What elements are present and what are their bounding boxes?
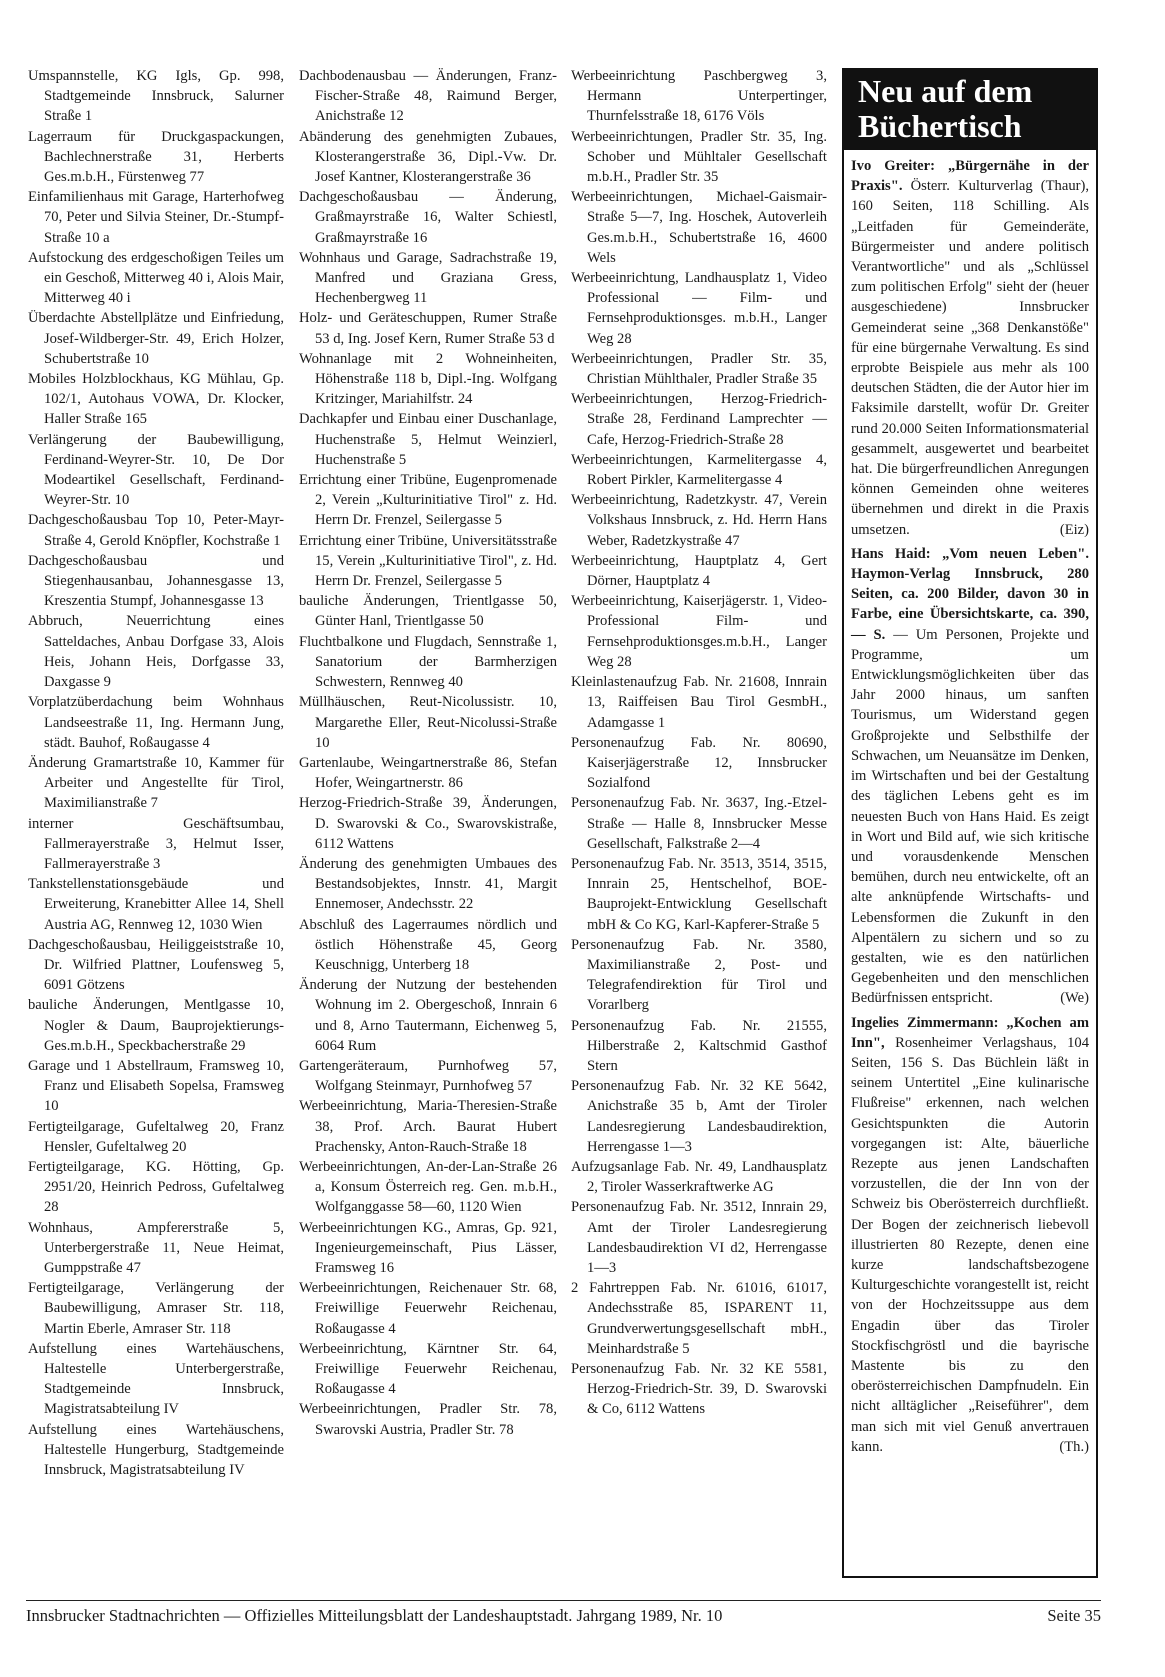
building-permit-entry: Dachgeschoßausbau, Heiliggeiststraße 10, Dr. Wilfried Plattner, Loufensweg 5, 6091 Götzens <box>28 936 284 994</box>
book-review-text: Rosenheimer Verlagshaus, 104 Seiten, 156 S. Das Büchlein läßt in seinem Untertitel „Eine kulinarische Flußreise" erkennen, nach welchen Gesichtspunkten die Autorin vorgegangen ist: Alte, bäuerliche Rezepte aus jenen Landschaften vorzustellen, die der Inn von der Schweiz bis Oberösterreich durchfließt. Der Bogen der zeichnerisch liebevoll illustrierten 80 Rezepte, denen eine kurze landschaftsbezogene Kulturgeschichte vorangestellt ist, reicht von der Hochzeitssuppe aus dem Engadin über das Tiroler Stockfischgröstl und die bayrische Mastente bis zu den oberösterreichischen Dampfnudeln. Ein nicht alltäglicher „Reiseführer", dem man sich mit viel Genuß anvertrauen kann. <box>851 1034 1089 1455</box>
book-review-heading: Ivo Greiter: „Bürgernähe in der Praxis". <box>851 158 1089 195</box>
building-permit-entry: Überdachte Abstellplätze und Einfriedung, Josef-Wildberger-Str. 49, Erich Holzer, Schubertstraße 10 <box>28 310 284 367</box>
building-permit-entry: Änderung der Nutzung der bestehenden Wohnung im 2. Obergeschoß, Innrain 6 und 8, Arno Tautermann, Eichenweg 5, 6064 Rum <box>299 977 557 1054</box>
book-review-title-line-2: Büchertisch <box>858 108 1022 144</box>
building-permit-entry: Aufstellung eines Wartehäuschens, Haltestelle Hungerburg, Stadtgemeinde Innsbruck, Magistratsabteilung IV <box>28 1421 284 1479</box>
building-permit-entry: Werbeeinrichtung, Radetzkystr. 47, Verein Volkshaus Innsbruck, z. Hd. Herrn Hans Weber, Radetzkystraße 47 <box>571 492 827 549</box>
building-permit-entry: Dachgeschoßausbau Top 10, Peter-Mayr-Straße 4, Gerold Knöpfler, Kochstraße 1 <box>28 512 284 549</box>
building-permit-entry: Dachkapfer und Einbau einer Duschanlage, Huchenstraße 5, Helmut Weinzierl, Huchenstraße 5 <box>299 411 557 468</box>
building-permit-entry: Mobiles Holzblockhaus, KG Mühlau, Gp. 102/1, Autohaus VOWA, Dr. Klocker, Haller Straße 165 <box>28 371 284 428</box>
building-permit-entry: Fertigteilgarage, Verlängerung der Baubewilligung, Amraser Str. 118, Martin Eberle, Amraser Str. 118 <box>28 1280 284 1337</box>
book-review-text: — Um Personen, Projekte und Programme, um Entwicklungsmöglichkeiten über das Jahr 2000 hinaus, um sanften Tourismus, um Widerstand gegen Großprojekte und Selbsthilfe der Schwachen, um Neuansätze im Denken, im Wirtschaften und bei der Gestaltung des täglichen Lebens geht es im neuesten Buch von Hans Haid. Es zeigt in Wort und Bild auf, wie sich kritische und vorausdenkende Menschen bemühen, durch neu entwickelte, oft an alte anknüpfende Wirtschafts- und Lebensformen die Zukunft in den Alpentälern zu sichern und so zu gestalten, wie es den natürlichen Gegebenheiten und den menschlichen Bedürfnissen entspricht. <box>851 626 1089 1007</box>
building-permit-entry: Herzog-Friedrich-Straße 39, Änderungen, D. Swarovski & Co., Swarovskistraße, 6112 Wattens <box>299 795 557 852</box>
book-review-signature: (Th.) <box>1059 1438 1089 1455</box>
book-review-title <box>844 70 1096 150</box>
building-permit-entry: Lagerraum für Druckgaspackungen, Bachlechnerstraße 31, Herberts Ges.m.b.H., Fürstenweg 77 <box>28 128 284 186</box>
building-permit-entry: Errichtung einer Tribüne, Eugenpromenade 2, Verein „Kulturinitiative Tirol" z. Hd. Herrn Dr. Frenzel, Seilergasse 5 <box>299 472 557 529</box>
book-review <box>851 544 1089 1009</box>
page-number: Seite 35 <box>1047 1606 1101 1625</box>
building-permit-entry: Gartengeräteraum, Purnhofweg 57, Wolfgang Steinmayr, Purnhofweg 57 <box>299 1057 557 1095</box>
building-permit-entry: Werbeeinrichtungen, Pradler Str. 35, Ing. Schober und Mühltaler Gesellschaft m.b.H., Pradler Str. 35 <box>571 128 827 186</box>
building-permit-entry: Abschluß des Lagerraumes nördlich und östlich Höhenstraße 45, Georg Keuschnigg, Unterberg 18 <box>299 916 557 973</box>
building-permit-entry: Fertigteilgarage, Gufeltalweg 20, Franz Hensler, Gufeltalweg 20 <box>28 1118 284 1155</box>
building-permit-entry: Dachbodenausbau — Änderungen, Franz-Fischer-Straße 48, Raimund Berger, Anichstraße 12 <box>299 68 557 125</box>
building-permit-entry: Personenaufzug Fab. Nr. 80690, Kaiserjägerstraße 12, Innsbrucker Sozialfond <box>571 734 827 792</box>
building-permit-entry: Personenaufzug Fab. Nr. 21555, Hilberstraße 2, Kaltschmid Gasthof Stern <box>571 1017 827 1074</box>
building-permit-entry: Tankstellenstationsgebäude und Erweiterung, Kranebitter Allee 14, Shell Austria AG, Rennweg 12, 1030 Wien <box>28 876 284 933</box>
publication-line: Innsbrucker Stadtnachrichten — Offizielles Mitteilungsblatt der Landeshauptstadt. Jahrgang 1989, Nr. 10 <box>26 1606 723 1625</box>
book-review <box>851 1013 1089 1457</box>
building-permit-entry: Holz- und Geräteschuppen, Rumer Straße 53 d, Ing. Josef Kern, Rumer Straße 53 d <box>299 310 557 347</box>
building-permit-entry: Personenaufzug Fab. Nr. 3512, Innrain 29, Amt der Tiroler Landesregierung Landesbaudirektion VI d2, Herrengasse 1—3 <box>571 1199 827 1276</box>
building-permit-entry: Fertigteilgarage, KG. Hötting, Gp. 2951/20, Heinrich Pedross, Gufeltalweg 28 <box>28 1158 284 1216</box>
building-permit-entry: Dachgeschoßausbau — Änderung, Graßmayrstraße 16, Walter Schiestl, Graßmayrstraße 16 <box>299 189 557 246</box>
building-permit-entry: Einfamilienhaus mit Garage, Harterhofweg 70, Peter und Silvia Steiner, Dr.-Stumpf-Straße 10 a <box>28 189 284 246</box>
building-permit-entry: bauliche Änderungen, Trientlgasse 50, Günter Hanl, Trientlgasse 50 <box>299 593 557 630</box>
building-permit-entry: Verlängerung der Baubewilligung, Ferdinand-Weyrer-Str. 10, De Dor Modeartikel Gesellschaft, Ferdinand-Weyrer-Str. 10 <box>28 431 284 509</box>
building-permit-entry: Müllhäuschen, Reut-Nicolussistr. 10, Margarethe Eller, Reut-Nicolussi-Straße 10 <box>299 694 557 751</box>
building-permit-entry: Werbeeinrichtung, Landhausplatz 1, Video Professional — Film- und Fernsehproduktionsges. m.b.H., Langer Weg 28 <box>571 270 827 347</box>
building-permit-entry: Werbeeinrichtungen, An-der-Lan-Straße 26 a, Konsum Österreich reg. Gen. m.b.H., Wolfganggasse 58—60, 1120 Wien <box>299 1158 557 1216</box>
building-permit-entry: Änderung des genehmigten Umbaues des Bestandsobjektes, Innstr. 41, Margit Ennemoser, Andechsstr. 22 <box>299 855 557 913</box>
building-permit-entry: Abänderung des genehmigten Zubaues, Klosterangerstraße 36, Dipl.-Vw. Dr. Josef Kantner, Klosterangerstraße 36 <box>299 128 557 186</box>
building-permit-entry: Personenaufzug Fab. Nr. 3513, 3514, 3515, Innrain 25, Hentschelhof, BOE-Bauprojekt-Entwicklung Gesellschaft mbH & Co KG, Karl-Kapferer-Straße 5 <box>571 855 827 933</box>
building-permit-entry: Garage und 1 Abstellraum, Framsweg 10, Franz und Elisabeth Sopelsa, Framsweg 10 <box>28 1057 284 1115</box>
building-permit-entry: Personenaufzug Fab. Nr. 32 KE 5642, Anichstraße 35 b, Amt der Tiroler Landesregierung Landesbaudirektion, Herrengasse 1—3 <box>571 1078 827 1155</box>
book-review-signature: (We) <box>1060 990 1089 1007</box>
book-review-title-line-1: Neu auf dem <box>858 73 1033 109</box>
building-permit-entry: Personenaufzug Fab. Nr. 3580, Maximilianstraße 2, Post- und Telegrafendirektion für Tirol und Vorarlberg <box>571 936 827 1014</box>
building-permit-entry: Werbeeinrichtung, Kaiserjägerstr. 1, Video-Professional Film- und Fernsehproduktionsges.m.b.H., Langer Weg 28 <box>571 593 827 670</box>
building-permit-entry: Wohnanlage mit 2 Wohneinheiten, Höhenstraße 118 b, Dipl.-Ing. Wolfgang Kritzinger, Mariahilfstr. 24 <box>299 350 557 408</box>
building-permit-entry: Errichtung einer Tribüne, Universitätsstraße 15, Verein „Kulturinitiative Tirol", z. Hd. Herrn Dr. Frenzel, Seilergasse 5 <box>299 532 557 590</box>
column-3 <box>571 66 827 1420</box>
building-permit-entry: Werbeeinrichtungen KG., Amras, Gp. 921, Ingenieurgemeinschaft, Pius Lässer, Framsweg 16 <box>299 1219 557 1276</box>
book-review-signature: (Eiz) <box>1059 521 1089 538</box>
building-permit-entry: Dachgeschoßausbau und Stiegenhausanbau, Johannesgasse 13, Kreszentia Stumpf, Johannesgasse 13 <box>28 552 284 610</box>
building-permit-entry: Werbeeinrichtungen, Reichenauer Str. 68, Freiwillige Feuerwehr Reichenau, Roßaugasse 4 <box>299 1280 557 1337</box>
building-permit-entry: Aufstockung des erdgeschoßigen Teiles um ein Geschoß, Mitterweg 40 i, Alois Mair, Mitterweg 40 i <box>28 249 284 307</box>
book-review-heading: Ingelies Zimmermann: „Kochen am Inn", <box>851 1014 1089 1051</box>
book-review-text: Österr. Kulturverlag (Thaur), 160 Seiten, 118 Schilling. Als „Leitfaden für Gemeinderäte, Bürgermeister und andere politisch Verantwortliche" und als „Schlüssel zum politischen Erfolg" sieht der (heuer ausgeschiedene) Innsbrucker Gemeinderat seine „368 Denkanstöße" für eine bürgernahe Verwaltung. Es sind erprobte Beispiele aus mehr als 100 deutschen Städten, die der Autor hier im Faksimile darstellt, wofür Dr. Greiter rund 20.000 Seiten Informationsmaterial gesammelt, ausgewertet und bearbeitet hat. Die bürgerfreundlichen Anregungen können Gemeinden ohne weiteres übernehmen und direkt in die Praxis umsetzen. <box>851 178 1089 538</box>
building-permit-entry: Werbeeinrichtungen, Pradler Str. 35, Christian Mühlthaler, Pradler Straße 35 <box>571 350 827 388</box>
building-permit-entry: Aufzugsanlage Fab. Nr. 49, Landhausplatz 2, Tiroler Wasserkraftwerke AG <box>571 1158 827 1196</box>
building-permit-entry: Fluchtbalkone und Flugdach, Sennstraße 1, Sanatorium der Barmherzigen Schwestern, Rennweg 40 <box>299 633 557 691</box>
building-permit-entry: bauliche Änderungen, Mentlgasse 10, Nogler & Daum, Bauprojektierungs-Ges.m.b.H., Speckbacherstraße 29 <box>28 997 284 1054</box>
column-2 <box>299 66 557 1440</box>
building-permit-entry: Vorplatzüberdachung beim Wohnhaus Landseestraße 11, Ing. Hermann Jung, städt. Bauhof, Roßaugasse 4 <box>28 694 284 751</box>
footer-divider <box>26 1600 1101 1601</box>
building-permit-entry: Werbeeinrichtung, Hauptplatz 4, Gert Dörner, Hauptplatz 4 <box>571 552 827 590</box>
book-review <box>851 156 1089 540</box>
building-permit-entry: Werbeeinrichtung, Kärntner Str. 64, Freiwillige Feuerwehr Reichenau, Roßaugasse 4 <box>299 1340 557 1398</box>
building-permit-entry: Personenaufzug Fab. Nr. 32 KE 5581, Herzog-Friedrich-Str. 39, D. Swarovski & Co, 6112 Wattens <box>571 1361 827 1418</box>
book-review-list <box>851 156 1089 1457</box>
building-permit-entry: Werbeeinrichtungen, Michael-Gaismair-Straße 5—7, Ing. Hoschek, Autoverleih Ges.m.b.H., Schubertstraße 16, 4600 Wels <box>571 189 827 266</box>
building-permit-entry: Änderung Gramartstraße 10, Kammer für Arbeiter und Angestellte für Tirol, Maximilianstraße 7 <box>28 754 284 812</box>
building-permit-entry: Werbeeinrichtungen, Herzog-Friedrich-Straße 28, Ferdinand Lamprechter — Cafe, Herzog-Friedrich-Straße 28 <box>571 391 827 448</box>
building-permit-entry: Werbeeinrichtungen, Pradler Str. 78, Swarovski Austria, Pradler Str. 78 <box>299 1401 557 1438</box>
building-permit-entry: 2 Fahrtreppen Fab. Nr. 61016, 61017, Andechsstraße 85, ISPARENT 11, Grundverwertungsgesellschaft mbH., Meinhardstraße 5 <box>571 1280 827 1357</box>
book-review-box <box>842 68 1098 1578</box>
building-permit-entry: Werbeeinrichtung, Maria-Theresien-Straße 38, Prof. Arch. Baurat Hubert Prachensky, Anton-Rauch-Straße 18 <box>299 1098 557 1155</box>
building-permit-entry: Kleinlastenaufzug Fab. Nr. 21608, Innrain 13, Raiffeisen Bau Tirol GesmbH., Adamgasse 1 <box>571 674 827 731</box>
building-permit-entry: Wohnhaus, Ampfererstraße 5, Unterbergerstraße 11, Neue Heimat, Gumppstraße 47 <box>28 1219 284 1276</box>
building-permit-entry: Personenaufzug Fab. Nr. 3637, Ing.-Etzel-Straße — Halle 8, Innsbrucker Messe Gesellschaft, Falkstraße 2—4 <box>571 795 827 852</box>
book-review-heading: Hans Haid: „Vom neuen Leben". Haymon-Verlag Innsbruck, 280 Seiten, ca. 200 Bilder, davon 30 in Farbe, eine Übersichtskarte, ca. 390,— S. <box>851 545 1089 643</box>
building-permit-entry: Umspannstelle, KG Igls, Gp. 998, Stadtgemeinde Innsbruck, Salurner Straße 1 <box>28 68 284 125</box>
building-permit-entry: Gartenlaube, Weingartnerstraße 86, Stefan Hofer, Weingartnerstr. 86 <box>299 754 557 792</box>
building-permit-entry: Aufstellung eines Wartehäuschens, Haltestelle Unterbergerstraße, Stadtgemeinde Innsbruck, Magistratsabteilung IV <box>28 1340 284 1418</box>
building-permit-entry: Wohnhaus und Garage, Sadrachstraße 19, Manfred und Graziana Gress, Hechenbergweg 11 <box>299 249 557 307</box>
building-permit-entry: Werbeeinrichtung Paschbergweg 3, Hermann Unterpertinger, Thurnfelsstraße 18, 6176 Völs <box>571 68 827 125</box>
building-permit-entry: Werbeeinrichtungen, Karmelitergasse 4, Robert Pirkler, Karmelitergasse 4 <box>571 451 827 489</box>
building-permit-entry: interner Geschäftsumbau, Fallmerayerstraße 3, Helmut Isser, Fallmerayerstraße 3 <box>28 815 284 872</box>
building-permit-entry: Abbruch, Neuerrichtung eines Satteldaches, Anbau Dorfgase 33, Alois Heis, Johann Heis, Dorfgasse 33, Daxgasse 9 <box>28 613 284 691</box>
column-1 <box>28 66 284 1480</box>
